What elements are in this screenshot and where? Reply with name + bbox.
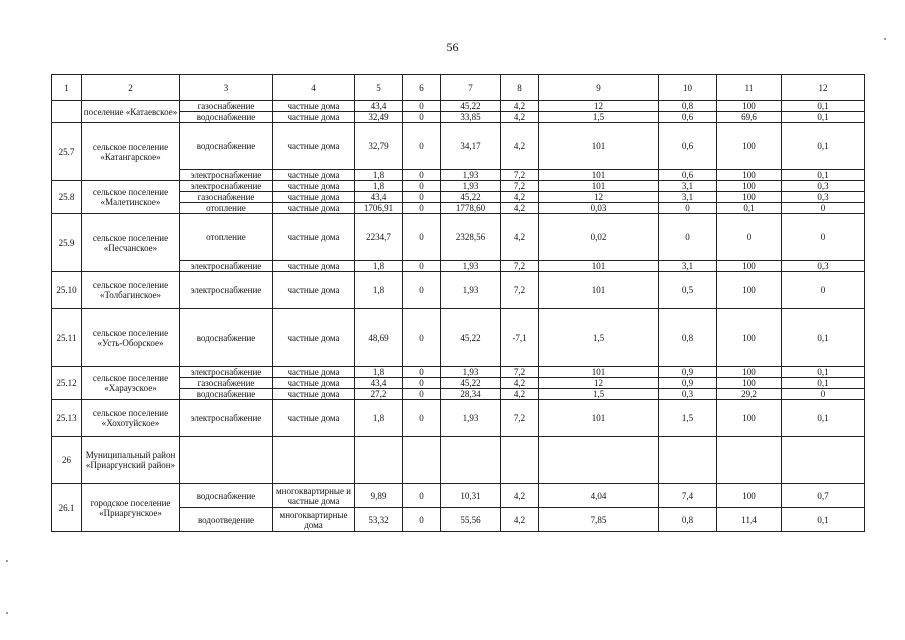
table-cell: сельское поселение «Песчанское» bbox=[82, 214, 180, 272]
table-cell: 25.7 bbox=[52, 123, 82, 181]
table-cell: 25.9 bbox=[52, 214, 82, 272]
table-cell: 0,1 bbox=[782, 123, 865, 170]
table-cell: 4,2 bbox=[501, 112, 539, 123]
table-cell: 0 bbox=[403, 203, 441, 214]
table-cell: 100 bbox=[717, 170, 782, 181]
table-cell: 0,1 bbox=[782, 400, 865, 437]
table-cell: 9,89 bbox=[355, 484, 403, 508]
table-cell: частные дома bbox=[273, 192, 355, 203]
table-cell: 12 bbox=[539, 192, 659, 203]
table-cell: 53,32 bbox=[355, 508, 403, 532]
table-cell: 7,85 bbox=[539, 508, 659, 532]
table-cell: 0,1 bbox=[782, 112, 865, 123]
table-cell: 100 bbox=[717, 123, 782, 170]
table-cell: 100 bbox=[717, 367, 782, 378]
table-cell: 32,79 bbox=[355, 123, 403, 170]
table-cell: 1,8 bbox=[355, 272, 403, 309]
table-cell: 0 bbox=[782, 272, 865, 309]
table-cell: электроснабжение bbox=[180, 272, 273, 309]
table-cell: водоснабжение bbox=[180, 389, 273, 400]
table-cell: 1706,91 bbox=[355, 203, 403, 214]
header-cell: 5 bbox=[355, 75, 403, 101]
table-cell: сельское поселение «Харауэское» bbox=[82, 367, 180, 400]
table-cell: 7,2 bbox=[501, 367, 539, 378]
table-cell: 0 bbox=[403, 181, 441, 192]
table-cell: 0,8 bbox=[659, 309, 717, 367]
table-cell: 1,8 bbox=[355, 181, 403, 192]
table-row bbox=[52, 437, 865, 484]
table-cell: частные дома bbox=[273, 261, 355, 272]
table-cell: 100 bbox=[717, 272, 782, 309]
header-cell: 8 bbox=[501, 75, 539, 101]
table-cell: 26.1 bbox=[52, 484, 82, 532]
table-cell: 0 bbox=[782, 214, 865, 261]
table-cell: 0 bbox=[403, 484, 441, 508]
table-cell: 100 bbox=[717, 378, 782, 389]
table-cell: 1,5 bbox=[539, 389, 659, 400]
table-cell: 0 bbox=[403, 112, 441, 123]
table-cell bbox=[659, 437, 717, 484]
table-cell: 0 bbox=[659, 203, 717, 214]
table-cell: 45,22 bbox=[441, 101, 501, 112]
table-cell: 0 bbox=[403, 123, 441, 170]
table-row bbox=[52, 181, 865, 192]
table-cell: электроснабжение bbox=[180, 261, 273, 272]
table-cell: 1,93 bbox=[441, 170, 501, 181]
table-cell: 0,02 bbox=[539, 214, 659, 261]
table-row bbox=[52, 101, 865, 112]
table-cell: 45,22 bbox=[441, 378, 501, 389]
header-cell: 6 bbox=[403, 75, 441, 101]
table-cell: электроснабжение bbox=[180, 181, 273, 192]
header-cell: 9 bbox=[539, 75, 659, 101]
header-cell: 4 bbox=[273, 75, 355, 101]
table-cell: 4,2 bbox=[501, 214, 539, 261]
header-cell: 1 bbox=[52, 75, 82, 101]
table-cell bbox=[180, 437, 273, 484]
table-cell: -7,1 bbox=[501, 309, 539, 367]
table-cell: 101 bbox=[539, 170, 659, 181]
table-cell: частные дома bbox=[273, 203, 355, 214]
table-row bbox=[52, 272, 865, 309]
table-cell: 1,93 bbox=[441, 400, 501, 437]
table-cell: 7,2 bbox=[501, 181, 539, 192]
table-cell: 4,2 bbox=[501, 484, 539, 508]
table-cell: 1778,60 bbox=[441, 203, 501, 214]
table-cell: 2328,56 bbox=[441, 214, 501, 261]
table-cell: водоснабжение bbox=[180, 484, 273, 508]
table-cell: 43,4 bbox=[355, 192, 403, 203]
table-cell: водоотведение bbox=[180, 508, 273, 532]
table-cell: 27,2 bbox=[355, 389, 403, 400]
table-cell: 0,1 bbox=[782, 170, 865, 181]
scan-speck bbox=[884, 38, 886, 40]
header-cell: 3 bbox=[180, 75, 273, 101]
table-cell: 7,4 bbox=[659, 484, 717, 508]
table-cell: 1,8 bbox=[355, 170, 403, 181]
table-cell: частные дома bbox=[273, 389, 355, 400]
table-cell: газоснабжение bbox=[180, 378, 273, 389]
table-cell: 0,03 bbox=[539, 203, 659, 214]
table-cell: 45,22 bbox=[441, 192, 501, 203]
table-cell: 34,17 bbox=[441, 123, 501, 170]
table-cell: 32,49 bbox=[355, 112, 403, 123]
header-cell: 11 bbox=[717, 75, 782, 101]
table-cell: 1,93 bbox=[441, 272, 501, 309]
table-cell: 4,2 bbox=[501, 123, 539, 170]
table-cell: 48,69 bbox=[355, 309, 403, 367]
table-cell: 1,5 bbox=[539, 309, 659, 367]
table-cell: 101 bbox=[539, 367, 659, 378]
table-cell: 4,2 bbox=[501, 203, 539, 214]
table-cell: 1,8 bbox=[355, 367, 403, 378]
table-cell: 0 bbox=[403, 309, 441, 367]
table-cell: 0 bbox=[403, 170, 441, 181]
table-cell: частные дома bbox=[273, 112, 355, 123]
table-cell: 55,56 bbox=[441, 508, 501, 532]
table-cell: 0 bbox=[782, 203, 865, 214]
table-cell: 101 bbox=[539, 272, 659, 309]
table-cell: 7,2 bbox=[501, 170, 539, 181]
table-cell: 43,4 bbox=[355, 101, 403, 112]
table-cell: газоснабжение bbox=[180, 101, 273, 112]
table-cell: 29,2 bbox=[717, 389, 782, 400]
table-cell: частные дома bbox=[273, 123, 355, 170]
table-cell: частные дома bbox=[273, 309, 355, 367]
table-cell: 100 bbox=[717, 261, 782, 272]
table-cell: газоснабжение bbox=[180, 192, 273, 203]
table-cell: 0 bbox=[403, 389, 441, 400]
header-row bbox=[52, 75, 865, 101]
header-cell: 10 bbox=[659, 75, 717, 101]
table-cell: сельское поселение «Хохотуйское» bbox=[82, 400, 180, 437]
table-cell: 0 bbox=[403, 508, 441, 532]
table-cell: частные дома bbox=[273, 170, 355, 181]
table-cell: поселение «Катаевское» bbox=[82, 101, 180, 123]
table-cell: 100 bbox=[717, 181, 782, 192]
table-cell: 1,5 bbox=[539, 112, 659, 123]
table-cell: электроснабжение bbox=[180, 367, 273, 378]
table-cell: 10,31 bbox=[441, 484, 501, 508]
table-row bbox=[52, 214, 865, 261]
header-cell: 7 bbox=[441, 75, 501, 101]
table-cell: 4,2 bbox=[501, 378, 539, 389]
table-cell: 100 bbox=[717, 309, 782, 367]
table-cell: водоснабжение bbox=[180, 123, 273, 170]
table-cell: 0,1 bbox=[717, 203, 782, 214]
table-cell: 4,2 bbox=[501, 389, 539, 400]
table-cell: 0,3 bbox=[782, 261, 865, 272]
table-cell bbox=[717, 437, 782, 484]
table-cell bbox=[273, 437, 355, 484]
table-cell: 3,1 bbox=[659, 261, 717, 272]
table-cell: 2234,7 bbox=[355, 214, 403, 261]
table-cell: 100 bbox=[717, 484, 782, 508]
table-cell bbox=[52, 101, 82, 123]
table-cell: водоснабжение bbox=[180, 112, 273, 123]
table-cell: 11,4 bbox=[717, 508, 782, 532]
page-number: 56 bbox=[446, 40, 459, 54]
table-cell: 3,1 bbox=[659, 192, 717, 203]
table-cell: 1,93 bbox=[441, 261, 501, 272]
table-cell: многоквартирные и частные дома bbox=[273, 484, 355, 508]
table-cell: 0 bbox=[717, 214, 782, 261]
table-cell: 4,04 bbox=[539, 484, 659, 508]
table-cell: частные дома bbox=[273, 101, 355, 112]
table-cell: 100 bbox=[717, 101, 782, 112]
table-row bbox=[52, 400, 865, 437]
header-cell: 2 bbox=[82, 75, 180, 101]
scan-speck bbox=[6, 560, 8, 562]
table-cell: сельское поселение «Катангарское» bbox=[82, 123, 180, 181]
table-cell: 0 bbox=[403, 378, 441, 389]
table-cell: многоквартирные дома bbox=[273, 508, 355, 532]
table-cell: 33,85 bbox=[441, 112, 501, 123]
table-cell: 25.12 bbox=[52, 367, 82, 400]
table-cell: 101 bbox=[539, 181, 659, 192]
table-cell: 25.13 bbox=[52, 400, 82, 437]
table-cell bbox=[441, 437, 501, 484]
table-cell: 0,3 bbox=[659, 389, 717, 400]
table-cell: 26 bbox=[52, 437, 82, 484]
table-cell: 3,1 bbox=[659, 181, 717, 192]
table-cell: отопление bbox=[180, 214, 273, 261]
table-cell: 0,6 bbox=[659, 170, 717, 181]
table-cell: частные дома bbox=[273, 214, 355, 261]
table-cell: частные дома bbox=[273, 378, 355, 389]
table-cell: 43,4 bbox=[355, 378, 403, 389]
table-cell: сельское поселение «Толбагинское» bbox=[82, 272, 180, 309]
table-cell: 25.8 bbox=[52, 181, 82, 214]
table-cell bbox=[403, 437, 441, 484]
table-cell: 25.11 bbox=[52, 309, 82, 367]
table-row bbox=[52, 367, 865, 378]
table-cell: 28,34 bbox=[441, 389, 501, 400]
table-row bbox=[52, 123, 865, 170]
table-cell: 4,2 bbox=[501, 508, 539, 532]
table-cell: 0 bbox=[403, 101, 441, 112]
table-cell: 101 bbox=[539, 261, 659, 272]
table-cell: частные дома bbox=[273, 367, 355, 378]
table-cell: 100 bbox=[717, 400, 782, 437]
table-cell: 0 bbox=[659, 214, 717, 261]
table-cell: 7,2 bbox=[501, 400, 539, 437]
table-cell: 0,9 bbox=[659, 367, 717, 378]
table-cell: 0,6 bbox=[659, 112, 717, 123]
table-cell: 0 bbox=[403, 214, 441, 261]
table-cell: 45,22 bbox=[441, 309, 501, 367]
table-cell bbox=[501, 437, 539, 484]
table-cell: 1,8 bbox=[355, 261, 403, 272]
table-cell: 0,6 bbox=[659, 123, 717, 170]
table-cell: сельское поселение «Малетинское» bbox=[82, 181, 180, 214]
table-cell: 0,1 bbox=[782, 378, 865, 389]
table-cell: отопление bbox=[180, 203, 273, 214]
table-cell: частные дома bbox=[273, 400, 355, 437]
table-cell: 101 bbox=[539, 123, 659, 170]
table-cell: 0,5 bbox=[659, 272, 717, 309]
table-cell: 1,93 bbox=[441, 367, 501, 378]
table-cell: 1,8 bbox=[355, 400, 403, 437]
table-cell: 1,93 bbox=[441, 181, 501, 192]
table-cell: городское поселение «Приаргунское» bbox=[82, 484, 180, 532]
table-cell: электроснабжение bbox=[180, 400, 273, 437]
table-cell: 0,1 bbox=[782, 309, 865, 367]
table-cell: 7,2 bbox=[501, 272, 539, 309]
table-cell bbox=[355, 437, 403, 484]
table-row bbox=[52, 309, 865, 367]
table-cell: сельское поселение «Усть-Оборское» bbox=[82, 309, 180, 367]
table-cell: 0,1 bbox=[782, 367, 865, 378]
scan-speck bbox=[6, 612, 8, 614]
table-cell: 4,2 bbox=[501, 192, 539, 203]
table-cell: 0,3 bbox=[782, 192, 865, 203]
table-cell: 0,7 bbox=[782, 484, 865, 508]
table-cell: 0 bbox=[403, 367, 441, 378]
table-cell: 25.10 bbox=[52, 272, 82, 309]
table-cell: частные дома bbox=[273, 181, 355, 192]
table-cell: 101 bbox=[539, 400, 659, 437]
table-cell: 0,8 bbox=[659, 101, 717, 112]
table-cell: 0 bbox=[403, 192, 441, 203]
table-cell: 69,6 bbox=[717, 112, 782, 123]
table-cell: 0 bbox=[403, 272, 441, 309]
table-cell: 7,2 bbox=[501, 261, 539, 272]
header-cell: 12 bbox=[782, 75, 865, 101]
table-cell: водоснабжение bbox=[180, 309, 273, 367]
table-cell: 0 bbox=[403, 261, 441, 272]
table-cell: 0,8 bbox=[659, 508, 717, 532]
table-cell: электроснабжение bbox=[180, 170, 273, 181]
table-cell: 0,3 bbox=[782, 181, 865, 192]
table-cell: 0,1 bbox=[782, 101, 865, 112]
table-row bbox=[52, 484, 865, 508]
data-table bbox=[51, 74, 865, 532]
table-cell: 0,1 bbox=[782, 508, 865, 532]
table-cell: Муниципальный район «Приаргунский район» bbox=[82, 437, 180, 484]
table-cell: 0 bbox=[782, 389, 865, 400]
table-cell: 4,2 bbox=[501, 101, 539, 112]
table-cell: 0 bbox=[403, 400, 441, 437]
table-cell: 12 bbox=[539, 378, 659, 389]
table-cell: 0,9 bbox=[659, 378, 717, 389]
table-cell bbox=[782, 437, 865, 484]
table-cell: частные дома bbox=[273, 272, 355, 309]
table-cell: 1,5 bbox=[659, 400, 717, 437]
table-cell: 12 bbox=[539, 101, 659, 112]
table-cell: 100 bbox=[717, 192, 782, 203]
table-cell bbox=[539, 437, 659, 484]
